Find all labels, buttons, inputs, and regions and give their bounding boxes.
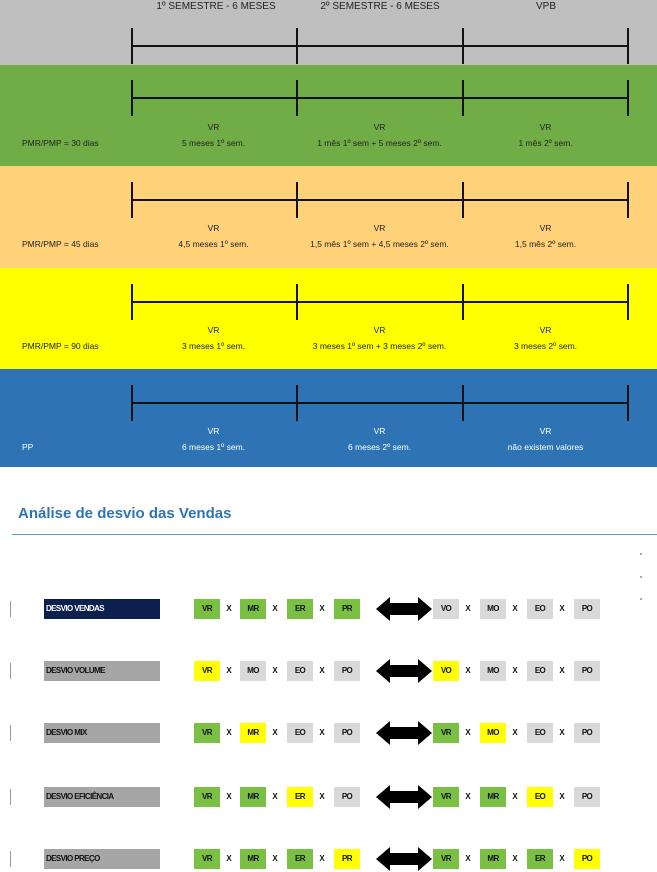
variable-box-right: VO — [433, 599, 459, 619]
desvio-label: DESVIO EFICIÊNCIA — [44, 787, 160, 807]
multiply-sign: X — [465, 854, 471, 863]
multiply-sign: X — [465, 728, 471, 737]
variable-box-left: PR — [334, 849, 360, 869]
variable-box-left: VR — [194, 599, 220, 619]
cell-text: 1,5 mês 1º sem + 4,5 meses 2º sem. — [310, 239, 449, 249]
variable-box-left: ER — [287, 849, 313, 869]
timeline — [131, 80, 629, 116]
cell-title: VR — [373, 426, 386, 436]
multiply-sign: X — [226, 728, 232, 737]
row-marker — [10, 601, 11, 617]
row-label: PMR/PMP = 45 dias — [22, 239, 99, 249]
band-pmr-30 — [0, 65, 657, 166]
row-marker — [10, 851, 11, 867]
cell-title: VR — [373, 325, 386, 335]
multiply-sign: X — [512, 666, 518, 675]
cell-title: VR — [373, 223, 386, 233]
variable-box-right: VR — [433, 787, 459, 807]
cell-text: 6 meses 2º sem. — [347, 442, 412, 452]
cell-text: 3 meses 1º sem. — [181, 341, 246, 351]
cell-title: VR — [539, 223, 552, 233]
variable-box-left: VR — [194, 661, 220, 681]
multiply-sign: X — [559, 854, 565, 863]
cell-title: VR — [207, 325, 220, 335]
cell-text: 4,5 meses 1º sem. — [178, 239, 249, 249]
variable-box-left: MO — [240, 661, 266, 681]
row-marker — [10, 789, 11, 805]
variable-box-right: MO — [480, 723, 506, 743]
double-arrow-icon — [376, 846, 432, 872]
desvio-label: DESVIO VOLUME — [44, 661, 160, 681]
variable-box-left: PR — [334, 599, 360, 619]
double-arrow-icon — [376, 658, 432, 684]
variable-box-right: MO — [480, 599, 506, 619]
variable-box-right: EO — [527, 599, 553, 619]
desvio-label: DESVIO PREÇO — [44, 849, 160, 869]
cell-text: 1 mês 1º sem + 5 meses 2º sem. — [317, 138, 442, 148]
band-pmr-90 — [0, 268, 657, 369]
header-semester-1: 1º SEMESTRE - 6 MESES — [156, 1, 276, 12]
cell-title: VR — [373, 122, 386, 132]
band-pmr-45 — [0, 166, 657, 268]
multiply-sign: X — [512, 604, 518, 613]
variable-box-right: PO — [574, 599, 600, 619]
cell-text: 3 meses 2º sem. — [513, 341, 578, 351]
row-label: PMR/PMP = 30 dias — [22, 138, 99, 148]
timeline — [131, 182, 629, 218]
variable-box-right: MR — [480, 787, 506, 807]
desvio-label: DESVIO MIX — [44, 723, 160, 743]
multiply-sign: X — [226, 854, 232, 863]
variable-box-left: PO — [334, 787, 360, 807]
multiply-sign: X — [319, 792, 325, 801]
variable-box-left: PO — [334, 723, 360, 743]
row-label: PP — [22, 442, 34, 452]
multiply-sign: X — [465, 604, 471, 613]
double-arrow-icon — [376, 720, 432, 746]
variable-box-left: MR — [240, 723, 266, 743]
variable-box-right: MO — [480, 661, 506, 681]
cell-text: 6 meses 1º sem. — [181, 442, 246, 452]
cell-title: VR — [539, 122, 552, 132]
multiply-sign: X — [226, 604, 232, 613]
multiply-sign: X — [272, 792, 278, 801]
band-pp — [0, 369, 657, 467]
header-vpb: VPB — [535, 1, 556, 12]
variable-box-left: VR — [194, 723, 220, 743]
variable-box-left: MR — [240, 787, 266, 807]
cell-title: VR — [207, 122, 220, 132]
row-marker — [10, 663, 11, 679]
multiply-sign: X — [226, 666, 232, 675]
header-semester-2: 2º SEMESTRE - 6 MESES — [320, 1, 440, 12]
variable-box-left: ER — [287, 787, 313, 807]
multiply-sign: X — [512, 728, 518, 737]
section-divider — [12, 534, 657, 535]
variable-box-right: VR — [433, 723, 459, 743]
multiply-sign: X — [465, 666, 471, 675]
multiply-sign: X — [272, 854, 278, 863]
multiply-sign: X — [559, 792, 565, 801]
variable-box-left: VR — [194, 849, 220, 869]
variable-box-right: EO — [527, 723, 553, 743]
variable-box-right: PO — [574, 787, 600, 807]
cell-text: 1,5 mês 2º sem. — [514, 239, 577, 249]
variable-box-left: EO — [287, 661, 313, 681]
desvio-label: DESVIO VENDAS — [44, 599, 160, 619]
multiply-sign: X — [465, 792, 471, 801]
cell-text: 1 mês 2º sem. — [518, 138, 573, 148]
variable-box-right: EO — [527, 661, 553, 681]
multiply-sign: X — [319, 854, 325, 863]
cell-title: VR — [539, 325, 552, 335]
multiply-sign: X — [319, 604, 325, 613]
multiply-sign: X — [559, 728, 565, 737]
double-arrow-icon — [376, 596, 432, 622]
variable-box-left: MR — [240, 849, 266, 869]
timeline — [131, 28, 629, 64]
cell-title: VR — [207, 223, 220, 233]
decorative-dot — [640, 553, 642, 555]
timeline — [131, 385, 629, 421]
variable-box-left: MR — [240, 599, 266, 619]
multiply-sign: X — [272, 666, 278, 675]
variable-box-right: ER — [527, 849, 553, 869]
header-band — [0, 0, 657, 65]
decorative-dot — [640, 576, 642, 578]
cell-text: 5 meses 1º sem. — [181, 138, 246, 148]
variable-box-right: VR — [433, 849, 459, 869]
multiply-sign: X — [512, 792, 518, 801]
multiply-sign: X — [512, 854, 518, 863]
double-arrow-icon — [376, 784, 432, 810]
variable-box-left: EO — [287, 723, 313, 743]
variable-box-left: ER — [287, 599, 313, 619]
timeline — [131, 284, 629, 320]
variable-box-left: PO — [334, 661, 360, 681]
section-title: Análise de desvio das Vendas — [18, 505, 232, 522]
cell-title: VR — [207, 426, 220, 436]
multiply-sign: X — [319, 666, 325, 675]
decorative-dot — [640, 598, 642, 600]
cell-text: não existem valores — [507, 442, 584, 452]
cell-title: VR — [539, 426, 552, 436]
variable-box-right: PO — [574, 661, 600, 681]
variable-box-right: EO — [527, 787, 553, 807]
row-label: PMR/PMP = 90 dias — [22, 341, 99, 351]
variable-box-right: PO — [574, 723, 600, 743]
multiply-sign: X — [272, 604, 278, 613]
row-marker — [10, 725, 11, 741]
variable-box-right: VO — [433, 661, 459, 681]
cell-text: 3 meses 1º sem + 3 meses 2º sem. — [312, 341, 447, 351]
variable-box-right: PO — [574, 849, 600, 869]
multiply-sign: X — [226, 792, 232, 801]
multiply-sign: X — [559, 604, 565, 613]
variable-box-left: VR — [194, 787, 220, 807]
variable-box-right: MR — [480, 849, 506, 869]
multiply-sign: X — [319, 728, 325, 737]
multiply-sign: X — [559, 666, 565, 675]
multiply-sign: X — [272, 728, 278, 737]
